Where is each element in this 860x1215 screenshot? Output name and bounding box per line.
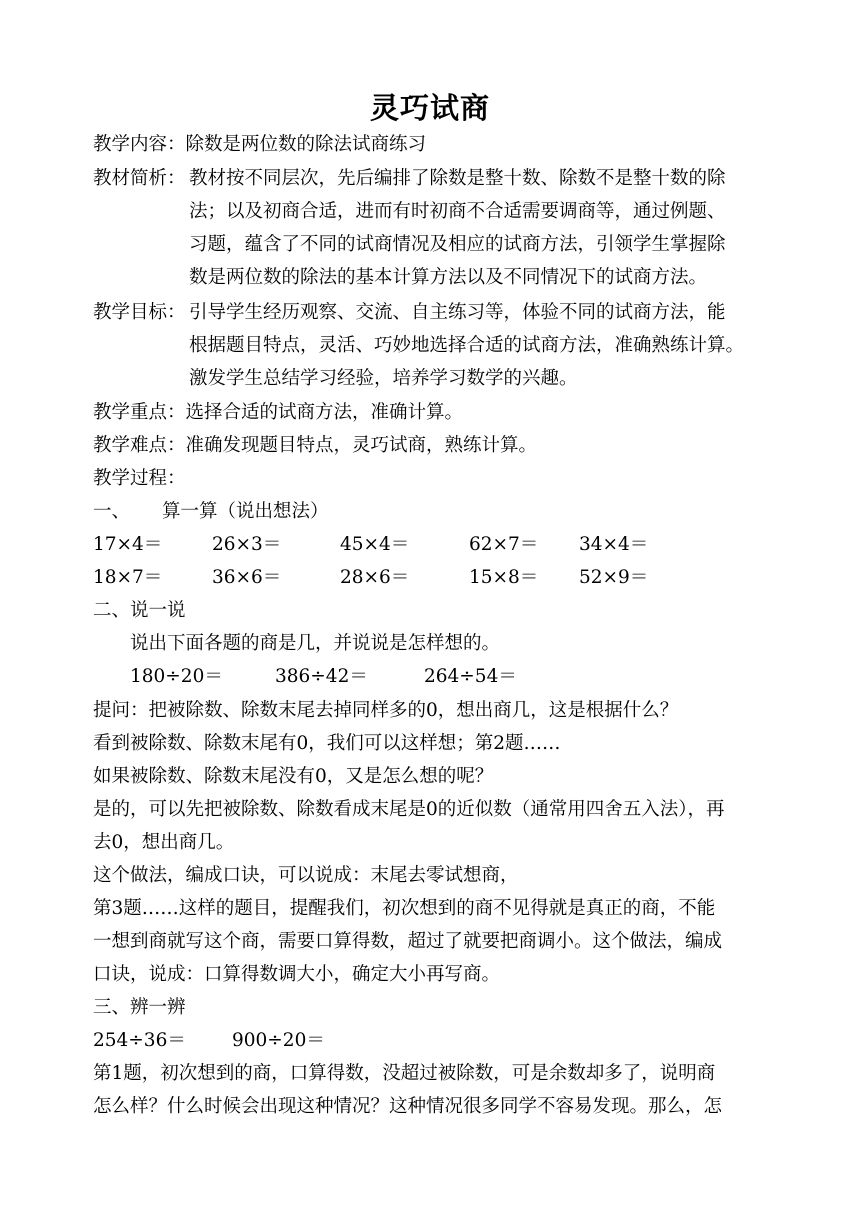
paragraph-line: 一想到商就写这个商，需要口算得数，超过了就要把商调小。这个做法，编成 (93, 931, 723, 952)
paragraph-line: 怎么样？什么时候会出现这种情况？这种情况很多同学不容易发现。那么，怎 (93, 1096, 723, 1117)
goals-line: 激发学生总结学习经验，培养学习数学的兴趣。 (189, 368, 578, 389)
division-problem: 386÷42＝ (275, 666, 368, 687)
content-text: 除数是两位数的除法试商练习 (185, 134, 427, 155)
section2-instruction: 说出下面各题的商是几，并说说是怎样想的。 (130, 633, 501, 654)
paragraph-line: 去0，想出商几。 (93, 832, 235, 853)
difficulty-text: 准确发现题目特点，灵巧试商，熟练计算。 (185, 435, 538, 456)
teaching-content (93, 133, 426, 157)
goals-line: 根据题目特点，灵活、巧妙地选择合适的试商方法，准确熟练计算。 (189, 335, 745, 356)
calc-item: 17×4＝ (93, 534, 163, 555)
analysis-line: 法；以及初商合适，进而有时初商不合适需要调商等，通过例题、 (189, 201, 726, 222)
section2-title: 二、说一说 (93, 600, 186, 621)
calc-item: 18×7＝ (93, 567, 163, 588)
content-label: 教学内容： (93, 134, 186, 155)
goals-label: 教学目标： (93, 302, 186, 323)
page-title: 灵巧试商 (369, 91, 490, 125)
analysis-label: 教材简析： (93, 168, 186, 189)
paragraph-line: 是的，可以先把被除数、除数看成末尾是0的近似数（通常用四舍五入法），再 (93, 799, 725, 820)
analysis-line: 习题，蕴含了不同的试商情况及相应的试商方法，引领学生掌握除 (189, 234, 726, 255)
calc-item: 15×8＝ (469, 567, 539, 588)
analysis-line: 教材按不同层次，先后编排了除数是整十数、除数不是整十数的除 (189, 168, 726, 189)
goals-line: 引导学生经历观察、交流、自主练习等，体验不同的试商方法，能 (189, 302, 726, 323)
paragraph-line: 第3题……这样的题目，提醒我们，初次想到的商不见得就是真正的商，不能 (93, 898, 716, 919)
paragraph-line: 如果被除数、除数末尾没有0，又是怎么想的呢？ (93, 766, 494, 787)
calc-item: 62×7＝ (469, 534, 539, 555)
calc-item: 28×6＝ (340, 567, 410, 588)
calc-item: 34×4＝ (579, 534, 649, 555)
key-point-label: 教学重点： (93, 402, 186, 423)
division-problem: 254÷36＝ (93, 1030, 186, 1051)
section1-number: 一、 (93, 501, 131, 522)
paragraph-line: 看到被除数、除数末尾有0，我们可以这样想；第2题…… (93, 733, 561, 754)
calc-item: 52×9＝ (579, 567, 649, 588)
division-problem: 264÷54＝ (424, 666, 517, 687)
division-problem: 900÷20＝ (232, 1030, 325, 1051)
paragraph-line: 第1题，初次想到的商，口算得数，没超过被除数，可是余数却多了，说明商 (93, 1063, 716, 1084)
paragraph-line: 提问：把被除数、除数末尾去掉同样多的0，想出商几，这是根据什么？ (93, 700, 679, 721)
paragraph-line: 口诀，说成：口算得数调大小，确定大小再写商。 (93, 964, 501, 985)
section1-title: 算一算（说出想法） (162, 501, 329, 522)
paragraph-line: 这个做法，编成口诀，可以说成：末尾去零试想商， (93, 865, 519, 886)
analysis-line: 数是两位数的除法的基本计算方法以及不同情况下的试商方法。 (189, 267, 708, 288)
process-label: 教学过程： (93, 468, 186, 489)
section3-title: 三、辨一辨 (93, 997, 186, 1018)
difficulty (93, 434, 537, 458)
calc-item: 26×3＝ (212, 534, 282, 555)
calc-item: 45×4＝ (340, 534, 410, 555)
calc-item: 36×6＝ (212, 567, 282, 588)
division-problem: 180÷20＝ (130, 666, 223, 687)
difficulty-label: 教学难点： (93, 435, 186, 456)
key-point (93, 401, 463, 425)
key-point-text: 选择合适的试商方法，准确计算。 (185, 402, 464, 423)
